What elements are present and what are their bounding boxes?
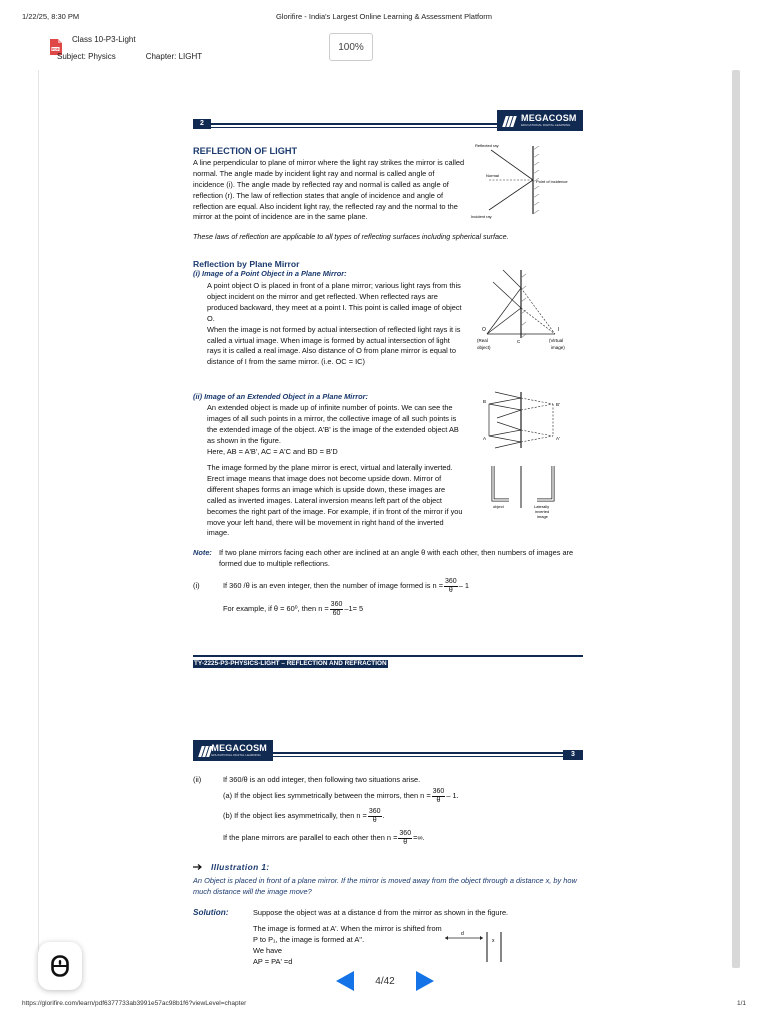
fig3-b-prime-label: B' — [556, 402, 560, 407]
logo-mark-icon — [199, 745, 207, 757]
fig3-b-label: B — [483, 399, 487, 404]
example-line: For example, if θ = 60⁰, then n = $\frac{360}{60}$ –1= 5 — [223, 601, 364, 617]
asymmetric-case: (b) If the object lies asymmetrically, then n = $\frac{360}{\theta}$ . — [223, 808, 385, 824]
point-image-diagram — [473, 268, 573, 356]
fig2-image-label: image) — [551, 345, 565, 350]
mouse-icon — [51, 955, 69, 977]
page-number-badge: 2 — [193, 119, 211, 129]
fig1-reflected-label: Reflected ray — [475, 143, 499, 148]
reflection-diagram — [469, 142, 583, 220]
extended-image-diagram — [481, 390, 569, 450]
pdf-page-2 — [193, 108, 583, 668]
header-rule — [211, 123, 497, 125]
page-navigation — [336, 966, 434, 996]
parallel-case: If the plane mirrors are parallel to each other then n = $\frac{360}{\theta}$ =∞. — [223, 830, 425, 846]
plane-mirror-title: Reflection by Plane Mirror — [193, 259, 300, 269]
reflection-note: These laws of reflection are applicable to all types of reflecting surfaces including spherical surface. — [193, 232, 509, 241]
document-name: Class 10-P3-Light — [72, 35, 136, 44]
extended-object-body: An extended object is made up of infinite number of points. We can see the images of all such points in a mirror, the collective image of all such points is the extended image of the object. A'B' is the image of the extended object AB as shown in the figure. Here, AB = A'B', AC = A'C and BD = B'D — [207, 403, 459, 456]
svg-text:PDF: PDF — [52, 47, 59, 52]
note-label: Note: — [193, 548, 212, 557]
page-number-badge: 3 — [563, 750, 583, 760]
reflection-section — [193, 146, 465, 223]
fig2-o-label: O — [482, 327, 486, 333]
document-meta — [57, 52, 202, 61]
fig4-inverted-label: inverted — [535, 509, 550, 514]
print-header — [22, 12, 746, 24]
print-footer — [22, 1000, 746, 1010]
fig1-normal-label: Normal — [486, 173, 499, 178]
lateral-inversion-diagram — [489, 464, 559, 524]
extended-object-title: (ii) Image of an Extended Object in a Plane Mirror: — [193, 392, 368, 401]
header-rule-thin — [273, 756, 563, 757]
header-rule-thin — [211, 127, 497, 128]
print-page-count: 1/1 — [736, 1000, 746, 1007]
solution-line — [193, 908, 508, 919]
fig4-image-label: image — [537, 514, 548, 519]
fig1-point-label: Point of incidence — [536, 179, 568, 184]
illustration-title: Illustration 1: — [211, 862, 270, 872]
fraction-360-60: $\frac{360}{60}$ — [330, 601, 343, 617]
solution-label: Solution: — [193, 908, 229, 917]
fig3-a-prime-label: A' — [556, 436, 560, 441]
fig5-x-label: x — [492, 938, 495, 944]
solution-body: Suppose the object was at a distance d from the mirror as shown in the figure. — [253, 908, 509, 917]
logo-mark-icon — [503, 115, 517, 127]
page-indicator: 4/42 — [375, 975, 395, 987]
point-object-title: (i) Image of a Point Object in a Plane Mirror: — [193, 269, 347, 278]
fig2-object-label: object) — [477, 345, 491, 350]
page-footer-code: TY-2225-P3-PHYSICS-LIGHT – REFLECTION AND REFRACTION — [194, 660, 387, 667]
note-block — [193, 548, 583, 570]
fig2-virtual-label: (Virtual — [549, 338, 564, 343]
fig3-a-label: A — [483, 436, 487, 441]
fig2-i-label: I — [558, 327, 560, 333]
viewer-divider — [38, 70, 39, 970]
fig1-incident-label: Incident ray — [471, 214, 492, 219]
print-date: 1/22/25, 8:30 PM — [22, 12, 80, 21]
print-url: https://glorifire.com/learn/pdf6377733ab3991e57ac98b1f6?viewLevel=chapter — [22, 1000, 247, 1007]
symmetric-case: (a) If the object lies symmetrically between the mirrors, then n = $\frac{360}{\theta}$ – 1. — [223, 788, 459, 804]
illustration-body: An Object is placed in front of a plane mirror. If the mirror is moved away from the object through a distance x, by how much distance will the image move? — [193, 876, 577, 896]
lateral-inversion-body: The image formed by the plane mirror is erect, virtual and laterally inverted. Erect image means that image does not become upside down. Mirror of different shapes forms an image which is upside down, these images are called as inverted images. Lateral inversion means left part of the object becomes the right part of the image. For example, if in front of the mirror if you move your left hand, there will be movement in right hand of the inverted image. — [207, 463, 463, 538]
megacosm-logo: MEGACOSM EDUCATIONAL DIGITAL LEARNING — [497, 110, 583, 131]
fig2-c-label: C — [517, 339, 521, 344]
pointing-hand-icon — [193, 864, 205, 870]
chapter-label: Chapter: LIGHT — [145, 52, 203, 61]
solution-detail: The image is formed at A'. When the mirror is shifted from P to P₁, the image is formed at A''. We have AP = PA' =d — [253, 924, 442, 966]
fig2-real-label: (Real — [477, 338, 488, 343]
illustration-heading — [193, 862, 270, 873]
reflection-title: REFLECTION OF LIGHT — [193, 146, 298, 156]
floating-action-button[interactable] — [38, 942, 82, 990]
subject-label: Subject: Physics — [57, 52, 116, 61]
note-body: If two plane mirrors facing each other are inclined at an angle θ with each other, then numbers of images are formed due to multiple reflections. — [219, 548, 574, 568]
reflection-body: A line perpendicular to plane of mirror where the light ray strikes the mirror is called normal. The angle made by incident light ray and normal is called angle of incidence (i). The angle made by reflected ray and normal is called as angle of reflection (r). The law of reflection states that angle of incidence and angle of reflection are equal. Also incident light ray, the reflected ray and the normal to the mirror at the point of incidence are in the same plane. — [193, 157, 465, 222]
even-integer-rule: (i) If 360 /θ is an even integer, then the number of image formed is n = $\frac{360}{\theta}$ – 1 — [193, 578, 469, 594]
megacosm-logo: MEGACOSM EDUCATIONAL DIGITAL LEARNING — [193, 740, 273, 761]
fraction-360-theta: $\frac{360}{\theta}$ — [445, 578, 457, 594]
vertical-scrollbar[interactable] — [732, 70, 740, 968]
fig4-laterally-label: Laterally — [534, 504, 550, 509]
zoom-level-button[interactable]: 100% — [329, 33, 373, 61]
pdf-page-3 — [193, 738, 583, 968]
point-object-body: A point object O is placed in front of a plane mirror; various light rays from this object incident on the mirror and get reflected. When reflected rays are produced backward, they meet at a point I. This point is called image of object O. When the image is not formed by actual intersection of reflected light rays it is called a virtual image. When image is formed by actual intersection of light rays it is called a real image. Also distance of O from plane mirror is equal to distance of I from the same mirror. (i.e. OC = IC) — [207, 281, 462, 367]
previous-page-arrow-icon[interactable] — [336, 971, 354, 991]
next-page-arrow-icon[interactable] — [416, 971, 434, 991]
print-title: Glorifire - India's Largest Online Learning & Assessment Platform — [275, 12, 493, 21]
odd-integer-rule: (ii) If 360/θ is an odd integer, then following two situations arise. — [193, 775, 421, 784]
header-rule — [273, 752, 563, 754]
footer-rule — [193, 655, 583, 657]
mirror-shift-diagram — [443, 928, 513, 964]
fig4-object-label: object — [493, 504, 504, 509]
fig5-d-label: d — [461, 931, 464, 937]
